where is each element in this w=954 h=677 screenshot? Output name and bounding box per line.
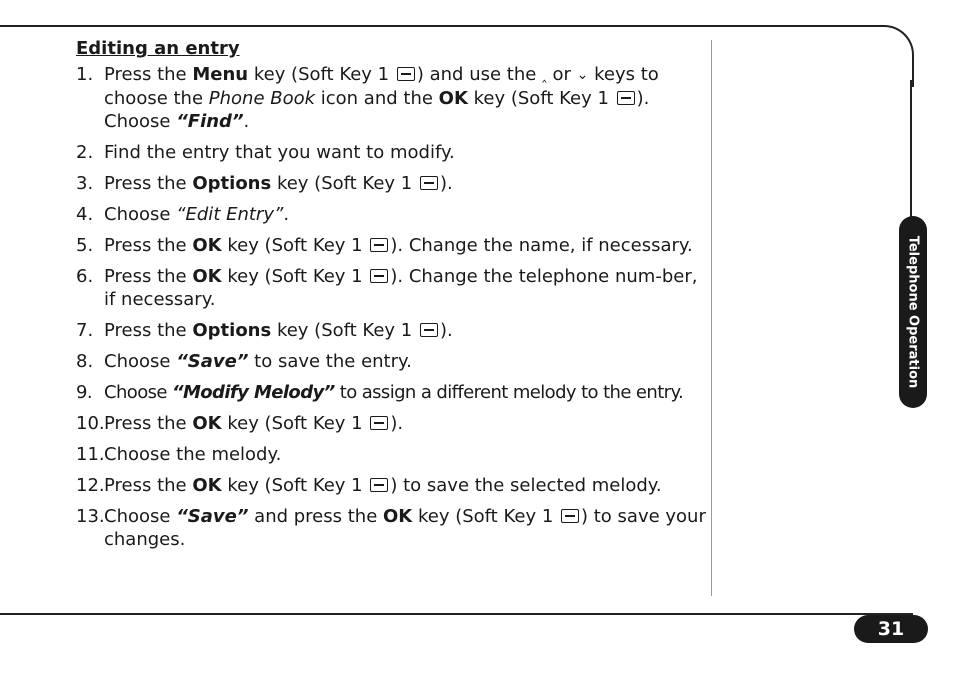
step-number: 10.	[76, 413, 105, 434]
step-text: key (Soft Key 1	[271, 173, 418, 194]
section-tab-label: Telephone Operation	[905, 235, 921, 389]
step-item	[76, 265, 706, 311]
step-number: 8.	[76, 351, 94, 372]
step-text: key (Soft Key 1	[467, 88, 615, 109]
step-text: Menu	[192, 64, 249, 85]
step-text: “Edit Entry”	[176, 204, 284, 225]
step-text: Press the	[104, 413, 193, 434]
step-number: 6.	[76, 266, 94, 287]
step-text: Choose	[104, 204, 177, 225]
step-text: OK	[192, 266, 222, 287]
step-item	[76, 172, 706, 195]
step-text: Options	[192, 320, 272, 341]
step-text: ). Choose	[104, 88, 650, 132]
soft-key-icon	[370, 416, 388, 430]
step-number: 9.	[76, 382, 92, 403]
step-text: OK	[192, 235, 222, 256]
step-text: Press the	[104, 266, 193, 287]
column-divider	[711, 40, 712, 596]
step-text: ). Change the telephone num-ber, if necessary.	[104, 266, 698, 310]
step-text: ) to save the selected melody.	[390, 475, 662, 496]
step-number: 1.	[76, 64, 94, 85]
step-text: to assign a different melody to the entry.	[334, 382, 684, 403]
step-text: Choose the melody.	[104, 444, 282, 465]
soft-key-icon	[370, 269, 388, 283]
step-text: keys to choose the	[104, 64, 659, 109]
step-text: .	[243, 111, 250, 132]
step-text: Find the entry that you want to modify.	[104, 142, 455, 163]
step-item	[76, 319, 706, 342]
step-text: Choose	[104, 506, 177, 527]
step-text: key (Soft Key 1	[271, 320, 418, 341]
bottom-border	[0, 613, 913, 615]
step-text: Options	[192, 173, 272, 194]
page-corner	[860, 25, 914, 87]
step-text: key (Soft Key 1	[221, 266, 369, 287]
step-text: and press the	[248, 506, 383, 527]
steps-list	[76, 63, 706, 551]
step-number: 7.	[76, 320, 94, 341]
step-text: Press the	[104, 235, 193, 256]
step-text: to save the entry.	[248, 351, 412, 372]
step-text: Phone Book	[208, 88, 316, 109]
step-text: ). Change the name, if necessary.	[390, 235, 693, 256]
soft-key-icon	[561, 509, 579, 523]
step-text: ) and use the	[416, 64, 543, 85]
step-text: Press the	[104, 64, 193, 85]
step-item	[76, 63, 706, 133]
step-item	[76, 203, 706, 226]
step-text: “Save”	[176, 351, 249, 372]
step-text: ).	[439, 173, 453, 194]
step-text: Choose	[104, 382, 172, 403]
step-text: ) to save your changes.	[104, 506, 706, 550]
step-number: 12.	[76, 475, 105, 496]
page-number: 31	[854, 615, 928, 643]
step-item	[76, 141, 706, 164]
step-text: key (Soft Key 1	[221, 235, 369, 256]
step-text: OK	[438, 88, 468, 109]
step-text: OK	[192, 475, 222, 496]
step-item	[76, 381, 706, 404]
step-number: 13.	[76, 506, 105, 527]
step-number: 11.	[76, 444, 105, 465]
main-content	[76, 38, 706, 559]
step-text: icon and the	[315, 88, 439, 109]
step-text: Press the	[104, 475, 193, 496]
step-text: key (Soft Key 1	[221, 413, 369, 434]
step-text: “Save”	[176, 506, 249, 527]
chevron-up-icon: ‸	[542, 67, 547, 83]
soft-key-icon	[370, 478, 388, 492]
step-text: OK	[383, 506, 413, 527]
step-item	[76, 234, 706, 257]
step-text: “Find”	[176, 111, 244, 132]
step-item	[76, 443, 706, 466]
soft-key-icon	[370, 238, 388, 252]
step-item	[76, 350, 706, 373]
top-border	[0, 25, 880, 27]
step-text: ).	[439, 320, 453, 341]
soft-key-icon	[617, 91, 635, 105]
soft-key-icon	[397, 67, 415, 81]
step-number: 3.	[76, 173, 94, 194]
step-item	[76, 412, 706, 435]
chevron-down-icon: ⌄	[576, 67, 589, 83]
soft-key-icon	[420, 323, 438, 337]
step-text: or	[546, 64, 577, 85]
step-text: ).	[390, 413, 404, 434]
soft-key-icon	[420, 176, 438, 190]
step-text: key (Soft Key 1	[221, 475, 369, 496]
step-text: key (Soft Key 1	[248, 64, 395, 85]
step-item	[76, 474, 706, 497]
right-border	[910, 80, 912, 220]
step-number: 4.	[76, 204, 94, 225]
step-number: 5.	[76, 235, 94, 256]
step-text: “Modify Melody”	[171, 382, 335, 403]
step-item	[76, 505, 706, 551]
section-title: Editing an entry	[76, 38, 240, 59]
step-text: .	[283, 204, 290, 225]
step-text: key (Soft Key 1	[412, 506, 559, 527]
step-text: Press the	[104, 173, 193, 194]
step-number: 2.	[76, 142, 94, 163]
step-text: Choose	[104, 351, 177, 372]
step-text: Press the	[104, 320, 193, 341]
step-text: OK	[192, 413, 222, 434]
